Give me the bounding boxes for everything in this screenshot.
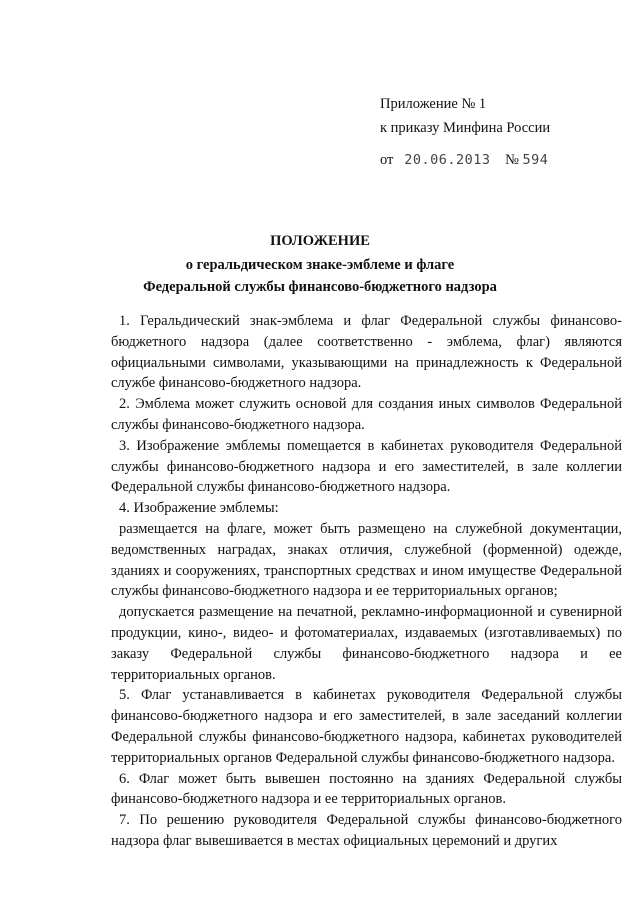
paragraph-4-item-1: размещается на флаге, может быть размещено на служебной документации, ведомственных наградах, знаках отличия, служебной (форменной) одежде, зданиях и сооружениях, транспортных средствах и ином имуществе Федеральной службы финансово-бюджетного надзора и ее территориальных органов;	[111, 520, 622, 600]
order-number-label: №	[505, 152, 519, 168]
document-subtitle-line1: о геральдическом знаке-эмблеме и флаге	[185, 257, 455, 273]
annex-title: Приложение № 1	[380, 96, 487, 112]
paragraph-7: 7. По решению руководителя Федеральной службы финансово-бюджетного надзора флаг вывешивается в местах официальных церемоний и других	[111, 812, 622, 849]
document-subtitle-line2: Федеральной службы финансово-бюджетного надзора	[143, 279, 497, 295]
paragraph-3: 3. Изображение эмблемы помещается в кабинетах руководителя Федеральной службы финансово-бюджетного надзора и его заместителей, в зале коллегии Федеральной службы финансово-бюджетного надзора.	[111, 437, 622, 496]
document-body	[111, 311, 622, 852]
paragraph-2: 2. Эмблема может служить основой для создания иных символов Федеральной службы финансово-бюджетного надзора.	[111, 396, 622, 433]
annex-block	[380, 92, 550, 140]
order-date: 20.06.2013	[404, 152, 491, 168]
order-date-number	[380, 152, 548, 169]
paragraph-1: 1. Геральдический знак-эмблема и флаг Федеральной службы финансово-бюджетного надзора (далее соответственно - эмблема, флаг) являются официальными символами, указывающими на принадлежность к Федеральной службе финансово-бюджетного надзора.	[111, 313, 622, 392]
order-number: 594	[522, 152, 549, 168]
paragraph-4: 4. Изображение эмблемы:	[119, 500, 279, 517]
paragraph-6: 6. Флаг может быть вывешен постоянно на зданиях Федеральной службы финансово-бюджетного надзора и ее территориальных органов.	[111, 770, 622, 808]
order-date-prefix: от	[380, 152, 394, 168]
paragraph-5: 5. Флаг устанавливается в кабинетах руководителя Федеральной службы финансово-бюджетного надзора и его заместителей, в зале заседаний коллегии Федеральной службы финансово-бюджетного надзора, кабинетах руководителей территориальных органов Федеральной службы финансово-бюджетного надзора.	[111, 687, 622, 766]
annex-order-reference: к приказу Минфина России	[380, 120, 551, 136]
paragraph-4-item-2: допускается размещение на печатной, рекламно-информационной и сувенирной продукции, кино-, видео- и фотоматериалах, издаваемых (изготавливаемых) по заказу Федеральной службы финансово-бюджетного надзора и ее территориальных органов.	[111, 604, 622, 683]
document-title: ПОЛОЖЕНИЕ	[270, 233, 370, 249]
